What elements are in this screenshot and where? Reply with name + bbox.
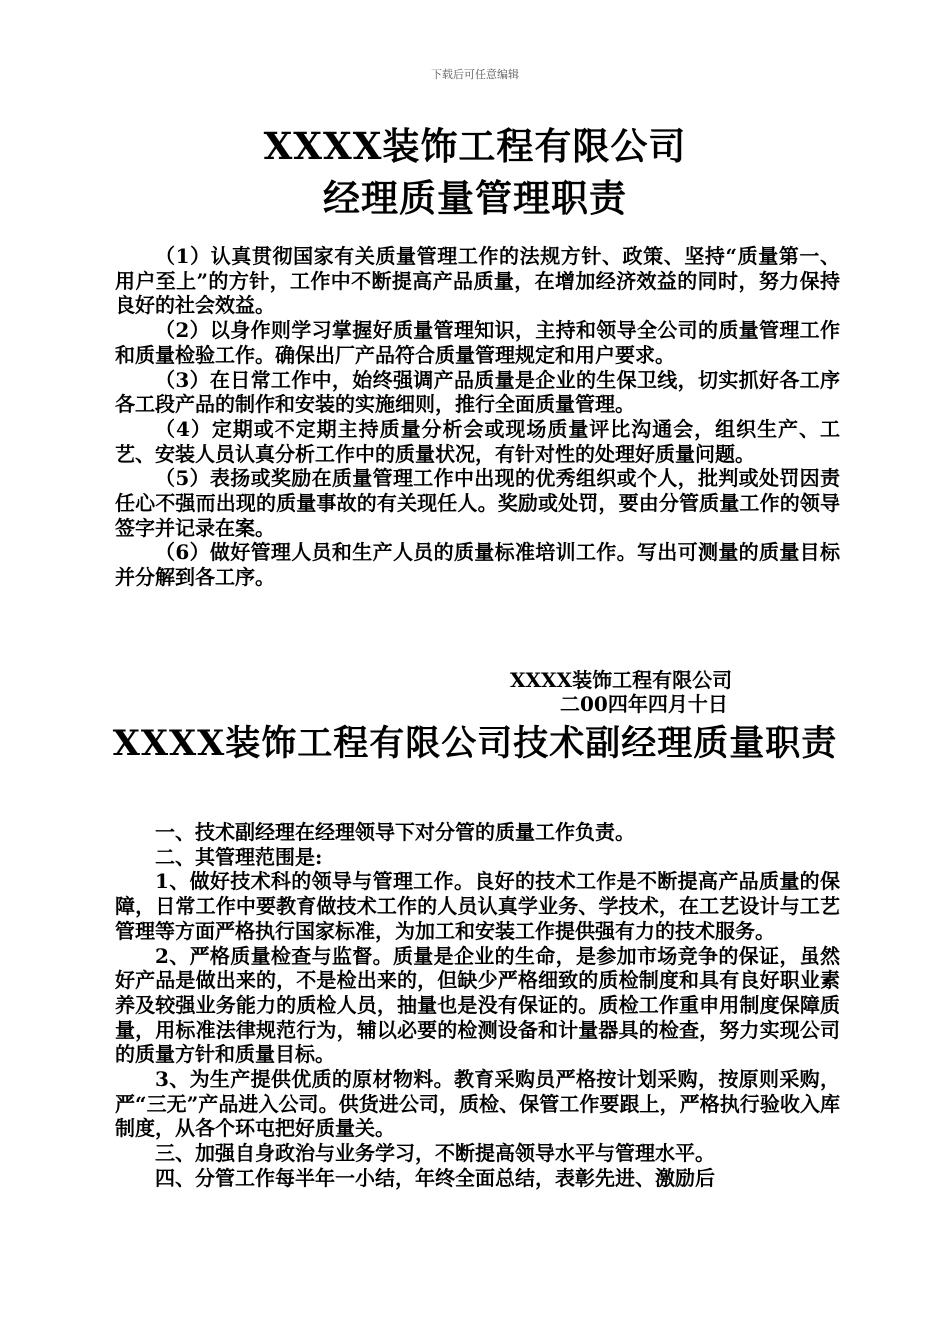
doc1-paragraph-2: （2）以身作则学习掌握好质量管理知识，主持和领导全公司的质量管理工作和质量检验工作。确保出厂产品符合质量管理规定和用户要求。	[115, 318, 840, 367]
doc1-paragraph-3: （3）在日常工作中，始终强调产品质量是企业的生保卫线，切实抓好各工序各工段产品的制作和安装的实施细则，推行全面质量管理。	[115, 367, 840, 417]
doc1-title-line2: 经理质量管理职责	[323, 176, 627, 220]
doc2-paragraph-6: 三、加强自身政治与业务学习，不断提高领导水平与管理水平。	[155, 1141, 715, 1166]
signature-company: XXXX装饰工程有限公司	[510, 668, 733, 692]
doc2-paragraph-1: 一、技术副经理在经理领导下对分管的质量工作负责。	[155, 820, 635, 844]
doc2-body	[115, 820, 840, 1191]
doc1-paragraph-4: （4）定期或不定期主持质量分析会或现场质量评比沟通会，组织生产、工艺、安装人员认真分析工作中的质量状况，有针对性的处理好质量问题。	[115, 416, 840, 466]
doc2-paragraph-2: 二、其管理范围是:	[155, 844, 323, 869]
signature-date: 二00四年四月十日	[560, 692, 728, 716]
doc2-paragraph-3: 1、做好技术科的领导与管理工作。良好的技术工作是不断提高产品质量的保障，日常工作中要教育做技术工作的人员认真学业务、学技术，在工艺设计与工艺管理等方面严格执行国家标准，为加工和安装工作提供强有力的技术服务。	[115, 869, 840, 943]
header-note: 下载后可任意编辑	[431, 68, 519, 81]
doc1-paragraph-5: （5）表扬或奖励在质量管理工作中出现的优秀组织或个人，批判或处罚因责任心不强而出现的质量事故的有关现任人。奖励或处罚，要由分管质量工作的领导签字并记录在案。	[115, 466, 840, 540]
doc2-paragraph-7: 四、分管工作每半年一小结，年终全面总结，表彰先进、激励后	[155, 1165, 715, 1190]
doc1-paragraph-1: （1）认真贯彻国家有关质量管理工作的法规方针、政策、坚持“质量第一、用户至上”的方针，工作中不断提高产品质量，在增加经济效益的同时，努力保持良好的社会效益。	[115, 244, 840, 318]
doc2-paragraph-4: 2、严格质量检查与监督。质量是企业的生命，是参加市场竞争的保证，虽然好产品是做出来的，不是检出来的，但缺少严格细致的质检制度和具有良好职业素养及较强业务能力的质检人员，抽量也是没有保证的。质检工作重申用制度保障质量，用标准法律规范行为，辅以必要的检测设备和计量器具的检查，努力实现公司的质量方针和质量目标。	[115, 943, 840, 1067]
doc2-title: XXXX装饰工程有限公司技术副经理质量职责	[112, 723, 838, 764]
doc1-title-line1: XXXX装饰工程有限公司	[263, 124, 687, 168]
doc1-body	[115, 244, 840, 590]
doc2-paragraph-5: 3、为生产提供优质的原材物料。教育采购员严格按计划采购，按原则采购，严“三无”产品进入公司。供货进公司，质检、保管工作要跟上，严格执行验收入库制度，从各个环屯把好质量关。	[115, 1067, 840, 1141]
doc1-paragraph-6: （6）做好管理人员和生产人员的质量标准培训工作。写出可测量的质量目标并分解到各工序。	[115, 540, 840, 590]
